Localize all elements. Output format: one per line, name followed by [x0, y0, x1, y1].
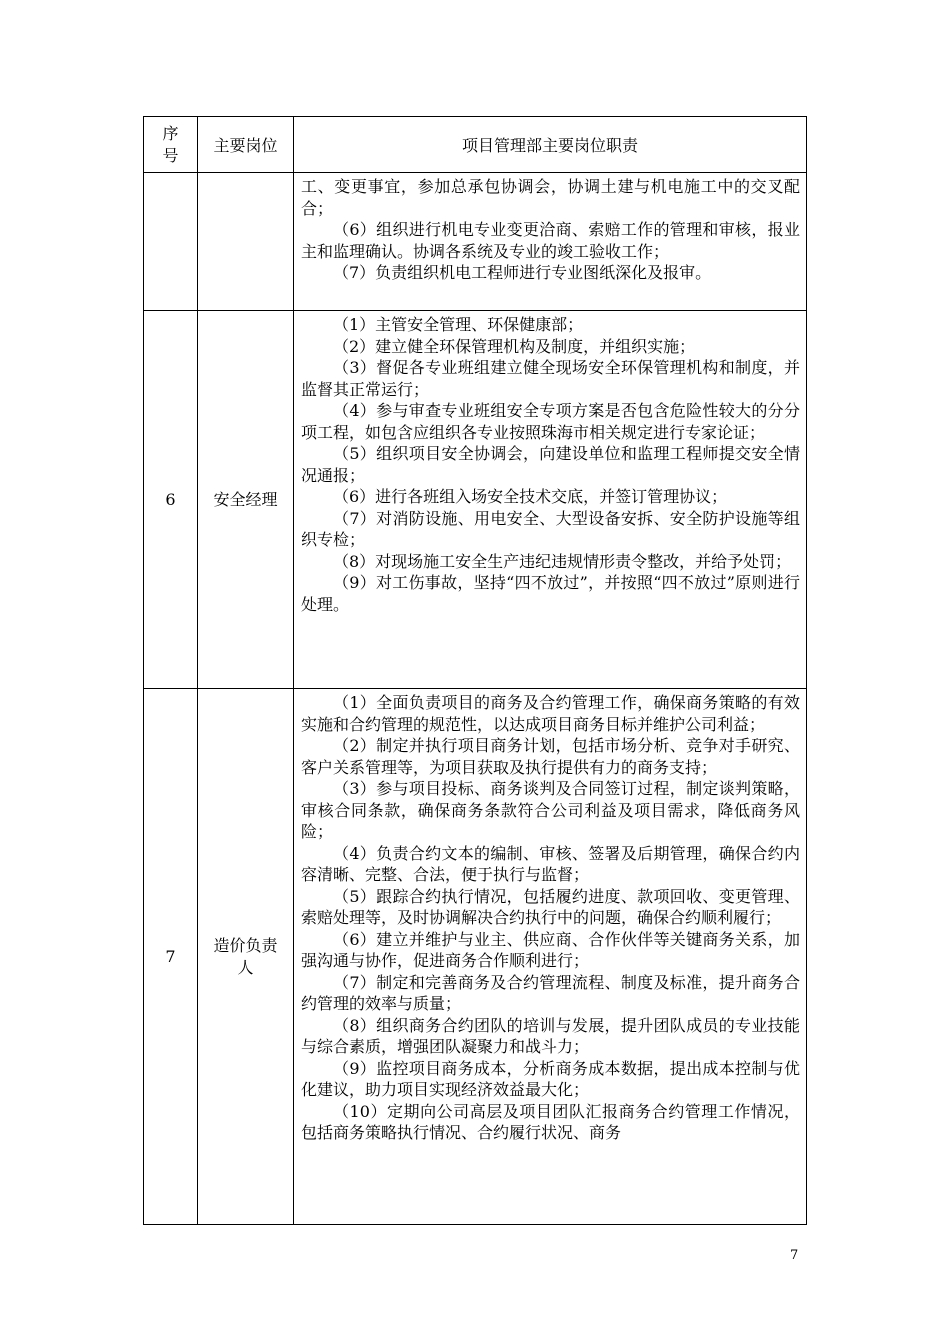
header-seq: [144, 117, 198, 173]
duty-item: （7）制定和完善商务及合约管理流程、制度及标准，提升商务合约管理的效率与质量；: [301, 972, 800, 1013]
table-row: [144, 311, 807, 689]
duty-item: （4）参与审查专业班组安全专项方案是否包含危险性较大的分分项工程，如包含应组织各专业按照珠海市相关规定进行专家论证；: [301, 401, 800, 442]
duty-item: （10）定期向公司高层及项目团队汇报商务合约管理工作情况，包括商务策略执行情况、合约履行状况、商务: [301, 1101, 800, 1142]
row-role-text: 造价负责人: [213, 935, 278, 977]
duty-item: （7）对消防设施、用电安全、大型设备安拆、安全防护设施等组织专检；: [301, 508, 800, 549]
duty-item: （1）全面负责项目的商务及合约管理工作，确保商务策略的有效实施和合约管理的规范性，以达成项目商务目标并维护公司利益；: [301, 693, 800, 734]
page-number: 7: [790, 1248, 799, 1263]
header-seq-text: 序号: [162, 123, 179, 165]
duty-item: （5）跟踪合约执行情况，包括履约进度、款项回收、变更管理、索赔处理等，及时协调解决合约执行中的问题，确保合约顺利履行；: [301, 886, 800, 927]
duty-item: （1）主管安全管理、环保健康部；: [333, 315, 584, 334]
duty-item: （8）组织商务合约团队的培训与发展，提升团队成员的专业技能与综合素质，增强团队凝聚力和战斗力；: [301, 1015, 800, 1056]
duty-item: （6）进行各班组入场安全技术交底，并签订管理协议；: [333, 487, 728, 506]
row-duties: [294, 173, 807, 311]
duty-item: （3）参与项目投标、商务谈判及合同签订过程，制定谈判策略，审核合同条款，确保商务条款符合公司利益及项目需求，降低商务风险；: [301, 779, 800, 841]
duty-item: （6）组织进行机电专业变更洽商、索赔工作的管理和审核，报业主和监理确认。协调各系统及专业的竣工验收工作；: [301, 220, 800, 261]
table-row: [144, 689, 807, 1225]
row-seq: [144, 173, 198, 311]
duty-item: （8）对现场施工安全生产违纪违规情形责令整改，并给予处罚；: [333, 551, 792, 571]
duties-table: [143, 116, 807, 1225]
duty-item: （2）建立健全环保管理机构及制度，并组织实施；: [333, 336, 696, 356]
duty-item: 工、变更事宜，参加总承包协调会，协调土建与机电施工中的交叉配合；: [301, 177, 800, 218]
duty-item: （7）负责组织机电工程师进行专业图纸深化及报审。: [333, 263, 712, 282]
row-role: [198, 173, 294, 311]
row-duties: [294, 689, 807, 1225]
duty-item: （4）负责合约文本的编制、审核、签署及后期管理，确保合约内容清晰、完整、合法，便于执行与监督；: [301, 843, 800, 884]
table-header-row: [144, 117, 807, 173]
duty-item: （2）制定并执行项目商务计划，包括市场分析、竞争对手研究、客户关系管理等，为项目获取及执行提供有力的商务支持；: [301, 736, 800, 777]
row-seq: 7: [144, 689, 198, 1225]
duty-item: （5）组织项目安全协调会，向建设单位和监理工程师提交安全情况通报；: [301, 444, 800, 485]
duty-item: （9）监控项目商务成本，分析商务成本数据，提出成本控制与优化建议，助力项目实现经济效益最大化；: [301, 1058, 800, 1099]
duty-item: （9）对工伤事故，坚持“四不放过”，并按照“四不放过”原则进行处理。: [301, 573, 800, 614]
duty-item: （3）督促各专业班组建立健全现场安全环保管理机构和制度，并监督其正常运行；: [301, 358, 800, 399]
row-role: 安全经理: [198, 311, 294, 689]
duty-item: （6）建立并维护与业主、供应商、合作伙伴等关键商务关系，加强沟通与协作，促进商务合作顺利进行；: [301, 929, 800, 970]
row-role: [198, 689, 294, 1225]
header-duties: 项目管理部主要岗位职责: [294, 117, 807, 173]
row-duties: [294, 311, 807, 689]
row-seq: 6: [144, 311, 198, 689]
header-role: 主要岗位: [198, 117, 294, 173]
table-row: [144, 173, 807, 311]
